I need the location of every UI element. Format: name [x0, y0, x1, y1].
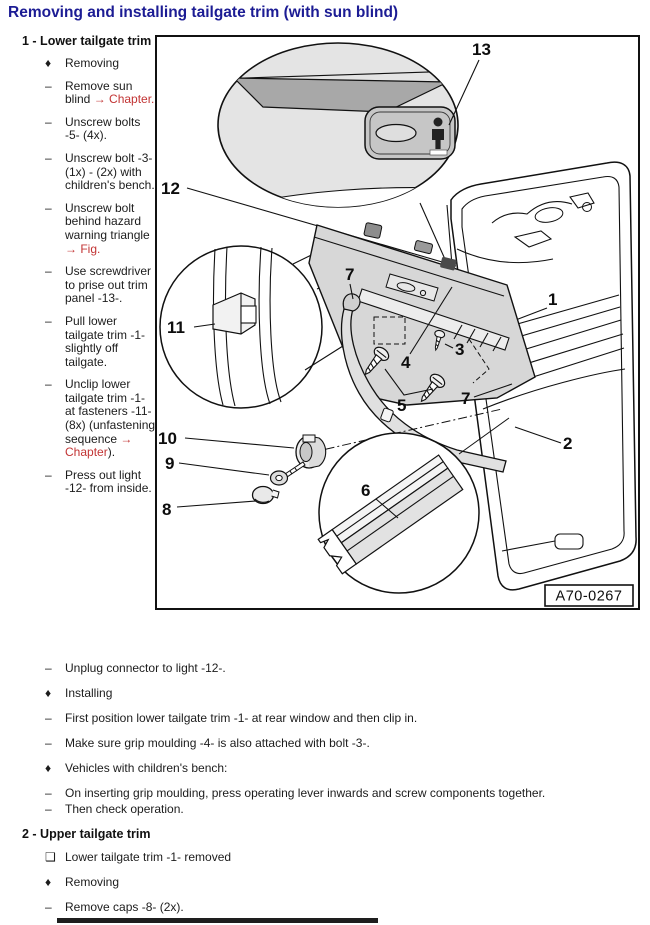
instructions-column — [22, 34, 156, 505]
item-text: Unplug connector to light -12-. — [65, 661, 226, 675]
bullet: ♦ — [45, 875, 52, 889]
callout-13: 13 — [472, 40, 491, 59]
bullet: ♦ — [45, 761, 52, 775]
trim-panel — [309, 222, 535, 472]
bullet: ❑ — [45, 850, 56, 864]
list-item — [22, 378, 156, 460]
tailgate-trim-figure — [155, 35, 640, 610]
bullet: – — [45, 114, 52, 129]
inset-rail-6 — [318, 433, 479, 593]
bullet: – — [45, 661, 52, 675]
item-text: Then check operation. — [65, 802, 184, 816]
callout-10: 10 — [158, 429, 177, 448]
callout-12: 12 — [161, 179, 180, 198]
list-item — [22, 152, 156, 193]
list-item — [22, 661, 634, 676]
callout-6: 6 — [361, 481, 371, 500]
bullet: – — [45, 264, 52, 279]
item-text: On inserting grip moulding, press operating lever inwards and screw components together. — [65, 786, 546, 800]
list-item — [22, 57, 156, 71]
item-text: Use screwdriver to prise out trim panel -13-. — [65, 264, 152, 306]
list-item — [22, 80, 156, 107]
callout-2: 2 — [563, 434, 573, 453]
item-text: Remove sun blind — [65, 78, 133, 107]
callout-5: 5 — [397, 396, 407, 415]
callout-9: 9 — [165, 454, 175, 473]
bullet: – — [45, 78, 52, 93]
callout-7a: 7 — [345, 265, 355, 284]
page-cut-bar — [57, 918, 378, 923]
figure-link[interactable]: → Fig. — [65, 241, 101, 256]
list-item — [22, 265, 156, 306]
list-item — [22, 786, 634, 801]
bullet: – — [45, 786, 52, 800]
figure-line-art — [157, 37, 638, 608]
item-text: Removing — [65, 56, 120, 70]
section-1-heading: 1 - Lower tailgate trim — [22, 34, 152, 48]
item-text: Pull lower tailgate trim -1- slightly off tailgate. — [65, 313, 146, 369]
figure-code: A70-0267 — [555, 588, 623, 605]
section-2-heading: 2 - Upper tailgate trim — [22, 827, 151, 841]
list-item — [22, 850, 634, 865]
callout-8: 8 — [162, 500, 172, 519]
item-text: Lower tailgate trim -1- removed — [65, 850, 232, 864]
cap-8 — [253, 487, 280, 504]
callout-1: 1 — [548, 290, 558, 309]
bullet: – — [45, 467, 52, 482]
bullet: ♦ — [45, 686, 52, 700]
bullet: ♦ — [45, 56, 52, 70]
item-text: Unscrew bolt -3- (1x) - (2x) with children's bench. — [65, 150, 155, 193]
item-text: Press out light -12- from inside. — [65, 467, 152, 496]
list-item — [22, 202, 156, 256]
item-text-suffix: ). — [107, 445, 116, 460]
item-text: Removing — [65, 875, 120, 889]
bullet: – — [45, 150, 52, 165]
list-item — [22, 469, 156, 496]
callout-7b: 7 — [461, 389, 471, 408]
list-item — [22, 875, 634, 890]
bullet: – — [45, 377, 52, 392]
callout-4: 4 — [401, 353, 411, 372]
list-item — [22, 802, 634, 817]
bullet: – — [45, 900, 52, 914]
bullet: – — [45, 711, 52, 725]
list-item — [22, 711, 634, 726]
retainer-10 — [296, 435, 326, 468]
item-text: Vehicles with children's bench: — [65, 761, 228, 775]
list-item — [22, 315, 156, 369]
list-item — [22, 761, 634, 776]
item-text: Make sure grip moulding -4- is also attached with bolt -3-. — [65, 736, 370, 750]
item-text: Installing — [65, 686, 113, 700]
latch-13 — [365, 107, 455, 159]
list-item — [22, 686, 634, 701]
callout-3: 3 — [455, 340, 465, 359]
list-item — [22, 116, 156, 143]
callout-11: 11 — [167, 318, 185, 337]
chapter-link[interactable]: → Chapter. — [93, 92, 155, 107]
list-item — [22, 900, 634, 915]
list-item — [22, 736, 634, 751]
item-text: First position lower tailgate trim -1- at rear window and then clip in. — [65, 711, 418, 725]
item-text: Unscrew bolt behind hazard warning triangle — [65, 200, 150, 242]
bullet: – — [45, 802, 52, 816]
item-text: Unclip lower tailgate trim -1- at fasteners -11- (8x) (unfastening sequence — [65, 377, 156, 446]
figure-code-box — [545, 585, 633, 606]
chapter-link[interactable]: → Chapter — [65, 431, 133, 460]
bullet: – — [45, 736, 52, 750]
item-text: Unscrew bolts -5- (4x). — [65, 114, 141, 143]
instructions-wide — [22, 661, 634, 925]
inset-sunblind-cover — [215, 40, 491, 266]
lock-mechanism — [457, 193, 594, 263]
page-title: Removing and installing tailgate trim (with sun blind) — [8, 4, 399, 21]
bullet: – — [45, 313, 52, 328]
item-text: Remove caps -8- (2x). — [65, 900, 184, 914]
screw-washer-9 — [271, 462, 306, 485]
bullet: – — [45, 200, 52, 215]
